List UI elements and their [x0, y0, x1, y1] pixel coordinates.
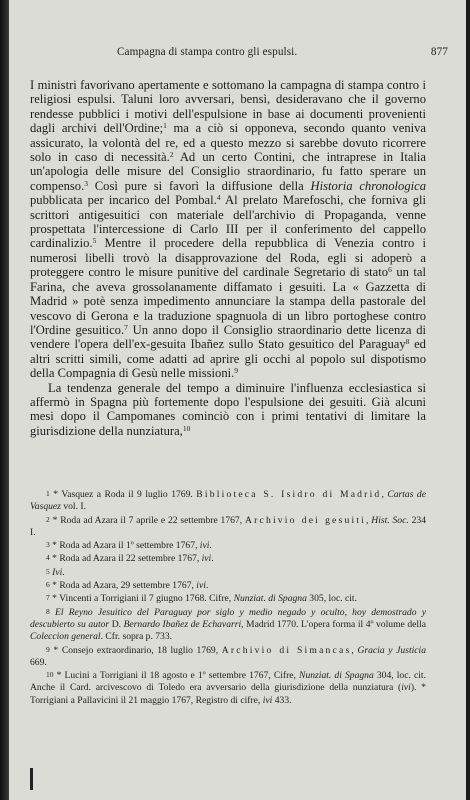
footnote-text: 305, loc. cit.: [306, 593, 357, 605]
paragraph-2: [30, 381, 426, 439]
citation-title: ivi: [199, 540, 210, 552]
footnote-number: 4: [46, 553, 50, 563]
footnote-ref: 6: [388, 265, 392, 275]
footnote-ref: 3: [84, 178, 88, 188]
page-number: 877: [430, 46, 448, 58]
footnote-text: * Roda ad Azara, 29 settembre 1767,: [52, 580, 197, 592]
book-title: Historia chronologica: [310, 178, 427, 193]
scan-mark: [30, 768, 33, 790]
text-run: ed altri scritti simili, come adatti ad aprire gli occhi al popolo sul dispotismo della Compagnia di Gesù nelle missioni.: [30, 337, 426, 381]
footnote: [30, 579, 426, 592]
text-run: Ad un certo Contini, che intraprese in Italia un'apologia delle misure del Consiglio straordinario, fu fatto sperare un compenso.: [30, 150, 426, 193]
text-run: Mentre il procedere della repubblica di Venezia contro i numerosi libelli trovò la disapprovazione del Roda, egli si adoperò a proteggere contro le misure punitive del cardinale Segretario di stato: [30, 236, 426, 280]
archive-name: Biblioteca S. Isidro di Madrid: [196, 489, 382, 500]
footnote: [30, 552, 426, 565]
footnote-ref: 5: [92, 236, 97, 246]
footnote-number: 7: [46, 593, 50, 603]
citation-title: ivi: [196, 580, 206, 592]
text-run: Un anno dopo il Consiglio straordinario dette licenza di vendere l'opera dell'ex-gesuita Ibañez sullo Stato gesuitico del Paraguay: [30, 322, 426, 352]
footnote: [30, 606, 426, 644]
archive-name: Archivio di Simancas: [221, 644, 352, 656]
footnote-text: * Roda ad Azara il 1º settembre 1767,: [52, 540, 200, 552]
footnote: [30, 644, 426, 670]
footnotes: [30, 488, 426, 707]
footnote-text: .: [62, 566, 65, 578]
footnote-ref: 10: [182, 423, 191, 433]
footnote-ref: 2: [169, 150, 174, 160]
footnote: [30, 488, 426, 514]
footnote-text: .: [205, 580, 209, 592]
citation-title: Coleccion general: [30, 631, 101, 643]
footnote-ref: 8: [405, 337, 410, 347]
text-run: un tal Farina, che aveva grossolanamente diffamato i gesuiti. La « Gazzetta di Madrid » potè senza impedimento annunciare la stampa della pastorale del vescovo di Gerona e la traduzione spagnuola di un libro portoghese contro l'Ordine gesuitico.: [30, 265, 427, 337]
footnote-number: 10: [46, 670, 54, 680]
text-run: ma a ciò si opponeva, secondo quanto veniva assicurato, la volontà del re, ed a questo mezzo si sarebbe dovuto ricorrere solo in caso di necessità.: [30, 121, 426, 165]
footnote-text: * Roda ad Azara il 7 aprile e 22 settembre 1767,: [52, 514, 245, 526]
citation-title: Ivi: [52, 566, 63, 578]
footnote-text: 234 I.: [30, 514, 426, 538]
footnote-text: * Vincenti a Torrigiani il 7 giugno 1768. Cifre,: [52, 593, 234, 605]
main-text: [30, 78, 426, 438]
footnote-number: 8: [46, 606, 50, 616]
book-page: [9, 0, 466, 800]
footnote: [30, 539, 426, 552]
footnote-number: 2: [46, 514, 50, 524]
text-run: Così pure si favorì la diffusione della: [87, 178, 311, 193]
footnote-text: D.: [109, 618, 124, 630]
citation-title: Nunziat. di Spagna: [299, 670, 374, 682]
running-header: [29, 46, 448, 62]
paragraph-1: [30, 78, 426, 381]
citation-title: ivi: [201, 553, 212, 565]
footnote-text: . Cfr. sopra p. 733.: [100, 631, 173, 643]
footnote-text: * Consejo extraordinario, 18 luglio 1769,: [53, 644, 222, 656]
citation-title: Hist. Soc.: [371, 514, 409, 526]
footnote-text: 669.: [30, 656, 47, 668]
footnote-number: 3: [46, 540, 50, 550]
footnote-text: 433.: [272, 694, 292, 706]
footnote-text: vol. I.: [60, 501, 86, 513]
page-left-edge: [0, 0, 9, 800]
citation-title: El Reyno Jesuitico del Paraguay por siglo y medio negado y oculto, hoy demostrado y descubierto su autor: [30, 606, 426, 630]
footnote-text: , Madrid 1770. L'opera forma il 4º volume della: [241, 618, 426, 630]
running-title: Campagna di stampa contro gli espulsi.: [117, 46, 298, 58]
citation-title: Gracia y Justicia: [357, 644, 426, 656]
footnote-number: 9: [46, 644, 50, 654]
footnote-ref: 4: [216, 193, 221, 203]
footnote-text: * Lucini a Torrigiani il 18 agosto e 1º settembre 1767, Cifre,: [56, 670, 300, 682]
footnote-text: ,: [351, 644, 358, 656]
footnote-text: ,: [381, 489, 388, 500]
footnote-ref: 1: [163, 121, 167, 131]
citation-title: Bernardo Ibañez de Echavarri: [123, 618, 242, 630]
footnote-number: 5: [46, 566, 50, 576]
footnote-text: * Vasquez a Roda il 9 luglio 1769.: [53, 489, 197, 500]
footnote-text: .: [209, 540, 212, 552]
footnote-number: 1: [46, 489, 50, 498]
footnote-ref: 7: [124, 322, 128, 332]
text-run: Al prelato Marefoschi, che forniva gli scrittori antigesuitici con materiale dell'archivio di Propaganda, venne prospettata l'intercessione di Carlo III per il conferimento del cappello cardinalizio.: [30, 193, 426, 251]
footnote-text: ). * Torrigiani a Pallavicini il 21 maggio 1767, Registro di cifre,: [30, 682, 426, 706]
footnote: [30, 566, 426, 579]
text-run: pubblicata per incarico del Pombal.: [30, 193, 217, 208]
footnote-number: 6: [46, 580, 50, 590]
citation-title: Nunziat. di Spagna: [233, 593, 307, 605]
footnote: [30, 669, 426, 707]
citation-title: ivi: [262, 694, 273, 706]
footnote-ref: 9: [234, 366, 239, 376]
footnote-text: ,: [366, 514, 372, 526]
citation-title: ivi: [401, 682, 411, 694]
footnote-text: 304, loc. cit. Anche il Card. arcivescovo di Toledo era avversario della giurisdizione della nunziatura (: [30, 670, 426, 694]
text-run: La tendenza generale del tempo a diminuire l'influenza ecclesiastica si affermò in Spagna più fortemente dopo l'espulsione dei gesuiti. Già alcuni mesi dopo il Campomanes cominciò con i primi tentativi di limitare la giurisdizione della nunziatura,: [30, 380, 426, 438]
footnote-text: * Roda ad Azara il 22 settembre 1767,: [52, 553, 202, 565]
citation-title: Cartas de Vasquez: [30, 489, 426, 513]
text-run: I ministri favorivano apertamente e sottomano la campagna di stampa contro i religiosi espulsi. Taluni loro avversari, bensì, desideravano che il governo rendesse pubblici i motivi dell'espulsione in base ai documenti provenienti dagli archivi dell'Ordine;: [30, 78, 426, 136]
footnote-text: .: [211, 553, 214, 565]
archive-name: Archivio dei gesuiti: [244, 514, 367, 526]
footnote: [30, 592, 426, 605]
footnote: [30, 514, 426, 540]
